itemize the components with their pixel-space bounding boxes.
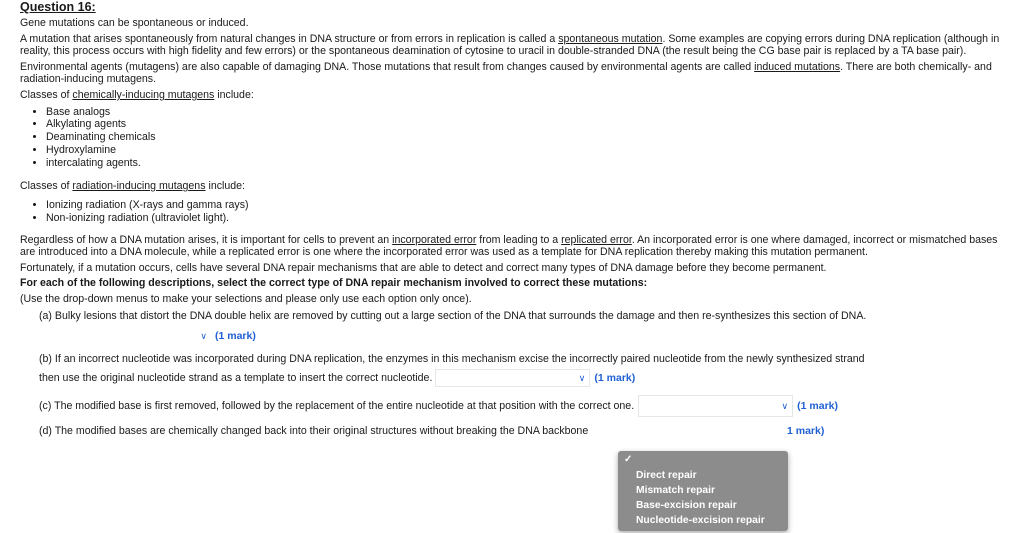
- chevron-down-icon: ∨: [781, 400, 789, 411]
- item-b-text2: then use the original nucleotide strand as a template to insert the correct nucleotide.: [39, 371, 433, 384]
- term-induced-mutations: induced mutations: [754, 60, 841, 73]
- list-item: • Deaminating chemicals: [46, 131, 1010, 144]
- item-b-row: [39, 369, 1010, 387]
- dropdown-c[interactable]: [638, 395, 793, 417]
- paragraph-repair: Fortunately, if a mutation occurs, cells have several DNA repair mechanisms that are able to detect and correct many types of DNA damage before they become permanent.: [20, 261, 827, 274]
- item-d: [39, 425, 1010, 438]
- term-incorporated-error: incorporated error: [392, 233, 477, 246]
- question-title: Question 16:: [20, 0, 96, 14]
- list-item: • Base analogs: [46, 106, 1010, 119]
- paragraph-spontaneous: A mutation that arises spontaneously from natural changes in DNA structure or from errors in replication is called a spontaneous mutation. Some examples are copying errors during DNA replication (although in reality, this process occurs with high fidelity and few errors) or the spontaneous deamination of cytosine to uracil in double-stranded DNA (the result being the CG base pair is replaced by a TA base pair).: [20, 32, 1000, 58]
- option-base-excision-repair[interactable]: Base-excision repair: [636, 500, 737, 511]
- mark-b: (1 mark): [594, 371, 636, 384]
- item-c-row: [39, 395, 1010, 417]
- item-c: [39, 395, 1010, 417]
- term-chemically-inducing: chemically-inducing mutagens: [72, 88, 215, 101]
- list-item: • Non-ionizing radiation (ultraviolet light).: [46, 212, 1010, 225]
- term-radiation-inducing: radiation-inducing mutagens: [72, 180, 206, 193]
- dropdown-b[interactable]: [435, 369, 590, 387]
- item-b: [39, 353, 1010, 387]
- item-d-row: [39, 425, 1010, 438]
- list-item: • Ionizing radiation (X-rays and gamma rays): [46, 199, 1010, 212]
- option-nucleotide-excision-repair[interactable]: Nucleotide-excision repair: [636, 515, 765, 526]
- item-a: [39, 310, 1010, 345]
- option-direct-repair[interactable]: Direct repair: [636, 470, 697, 481]
- term-replicated-error: replicated error: [561, 233, 632, 246]
- radiation-mutagens-heading: Classes of radiation-inducing mutagens include:: [20, 180, 245, 193]
- chevron-down-icon: ∨: [200, 330, 207, 341]
- item-b-text1: (b) If an incorrect nucleotide was incorporated during DNA replication, the enzymes in this mechanism excise the incorrectly paired nucleotide from the newly synthesized strand: [39, 353, 865, 366]
- paragraph-induced: Environmental agents (mutagens) are also capable of damaging DNA. Those mutations that result from changes caused by environmental agents are called induced mutations. There are both chemically- and radiation-inducing mutagens.: [20, 60, 992, 86]
- item-a-text: (a) Bulky lesions that distort the DNA double helix are removed by cutting out a large section of the DNA that surrounds the damage and then re-synthesizes this section of DNA.: [39, 310, 867, 323]
- item-a-row: [39, 327, 1010, 345]
- question-container: [20, 0, 1010, 438]
- paragraph-errors: Regardless of how a DNA mutation arises, it is important for cells to prevent an incorporated error from leading to a replicated error. An incorporated error is one where damaged, incorrect or mismatched bases are introduced into a DNA molecule, while a replicated error is one where the incorporated error was used as a template for DNA replication thereby making this mutation permanent.: [20, 233, 998, 259]
- chemical-mutagens-list: [20, 106, 1010, 171]
- note-text: (Use the drop-down menus to make your selections and please only use each option only once).: [20, 292, 472, 305]
- instruction-text: For each of the following descriptions, select the correct type of DNA repair mechanism involved to correct these mutations:: [20, 277, 648, 290]
- mark-a: (1 mark): [215, 329, 256, 342]
- list-item: • intercalating agents.: [46, 157, 1010, 170]
- chemical-mutagens-heading: Classes of chemically-inducing mutagens include:: [20, 88, 254, 101]
- mark-d: 1 mark): [787, 425, 825, 438]
- term-spontaneous-mutation: spontaneous mutation: [558, 32, 663, 45]
- chevron-down-icon: ∨: [578, 372, 586, 383]
- option-mismatch-repair[interactable]: Mismatch repair: [636, 485, 715, 496]
- item-d-text: (d) The modified bases are chemically changed back into their original structures without breaking the DNA backbone: [39, 425, 589, 438]
- dropdown-a[interactable]: [39, 327, 211, 345]
- checkmark-icon: ✓: [624, 454, 633, 465]
- item-c-text: (c) The modified base is first removed, followed by the replacement of the entire nucleotide at that position with the correct one.: [39, 399, 635, 412]
- intro-text: Gene mutations can be spontaneous or induced.: [20, 17, 249, 29]
- radiation-mutagens-list: [20, 199, 1010, 225]
- list-item: • Hydroxylamine: [46, 144, 1010, 157]
- dropdown-menu: [618, 451, 788, 531]
- list-item: • Alkylating agents: [46, 118, 1010, 131]
- mark-c: (1 mark): [797, 399, 838, 412]
